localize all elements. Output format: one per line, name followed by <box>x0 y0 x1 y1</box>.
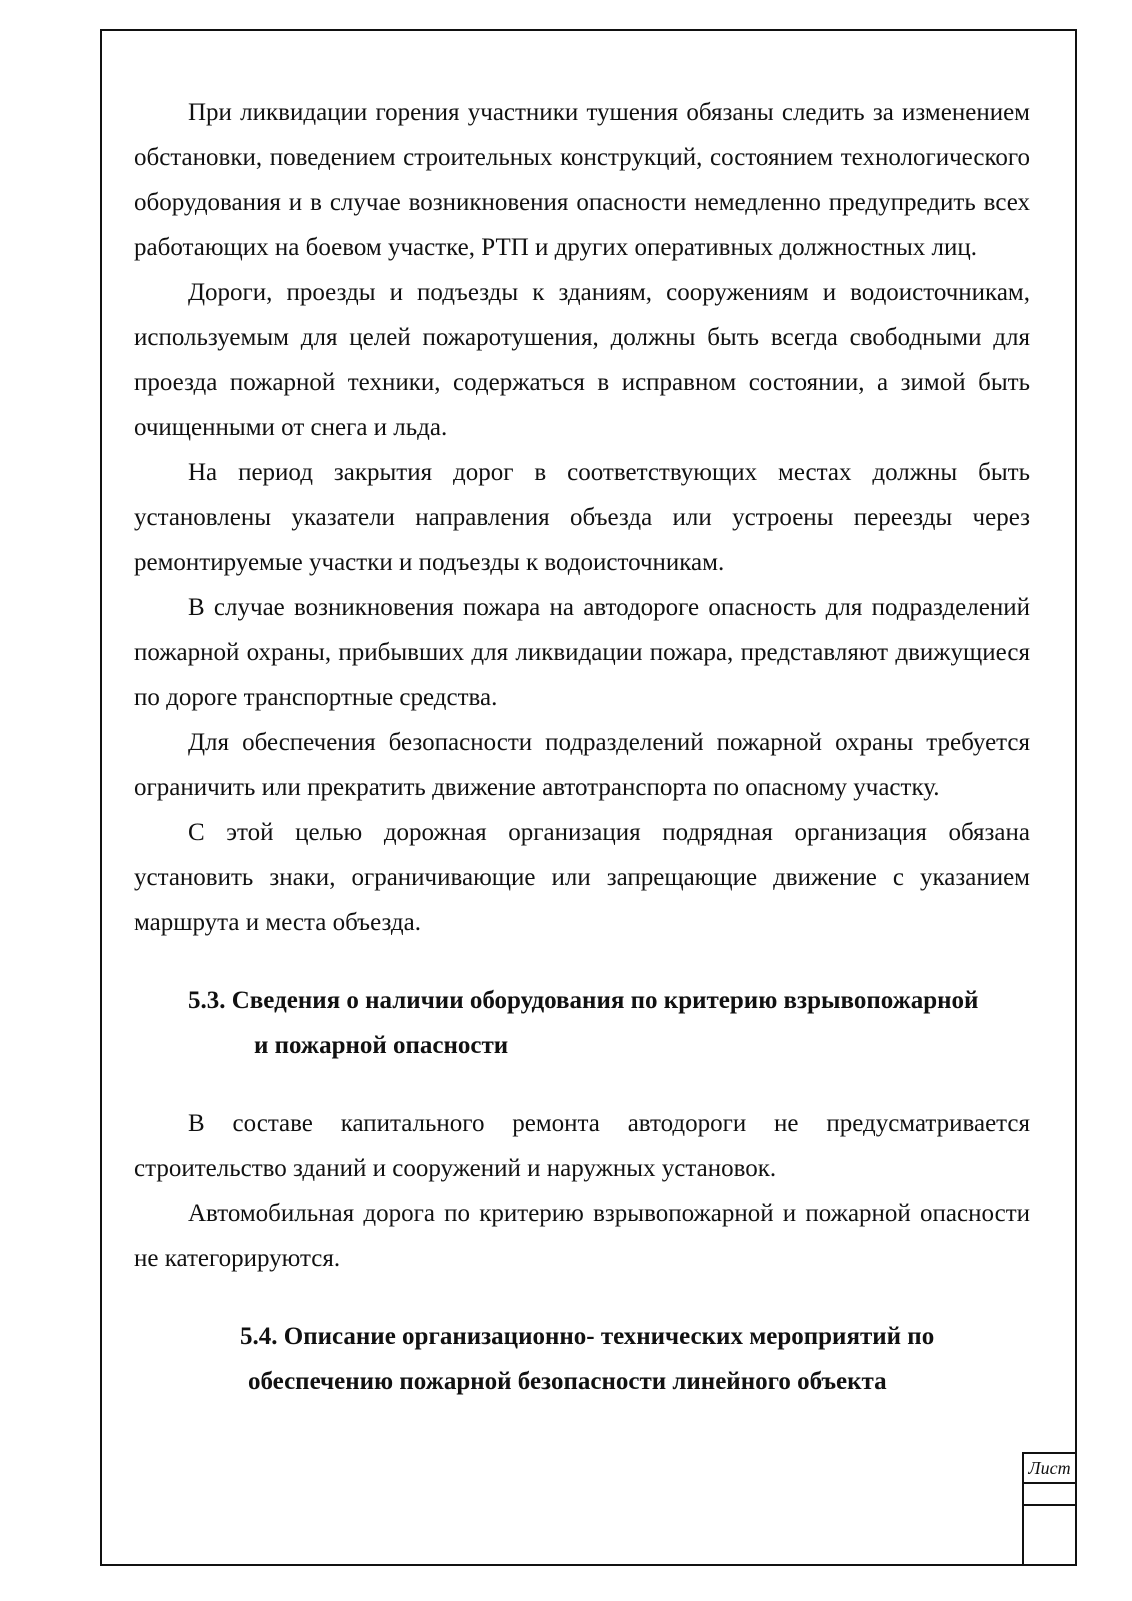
section-heading-5-4-line1: 5.4. Описание организационно- технических мероприятий по <box>240 1323 935 1350</box>
section-heading-5-3 <box>134 978 1030 1068</box>
section-heading-5-3-line1: 5.3. Сведения о наличии оборудования по критерию взрывопожарной <box>188 987 979 1014</box>
paragraph: Автомобильная дорога по критерию взрывопожарной и пожарной опасности не категорируются. <box>134 1200 1030 1272</box>
sheet-label: Лист <box>1024 1454 1075 1484</box>
section-heading-5-4-line2: обеспечению пожарной безопасности линейного объекта <box>248 1368 887 1395</box>
paragraph: В составе капитального ремонта автодороги не предусматривается строительство зданий и сооружений и наружных установок. <box>134 1110 1030 1182</box>
section-heading-5-4 <box>134 1314 1030 1404</box>
paragraph: С этой целью дорожная организация подрядная организация обязана установить знаки, ограничивающие или запрещающие движение с указанием маршрута и места объезда. <box>134 819 1030 936</box>
document-body <box>134 90 1030 1404</box>
page-stamp <box>1022 1452 1077 1566</box>
paragraph: Дороги, проезды и подъезды к зданиям, сооружениям и водоисточникам, используемым для целей пожаротушения, должны быть всегда свободными для проезда пожарной техники, содержаться в исправном состоянии, а зимой быть очищенными от снега и льда. <box>134 279 1030 441</box>
paragraph: Для обеспечения безопасности подразделений пожарной охраны требуется ограничить или прекратить движение автотранспорта по опасному участку. <box>134 729 1030 801</box>
paragraph: В случае возникновения пожара на автодороге опасность для подразделений пожарной охраны, прибывших для ликвидации пожара, представляют движущиеся по дороге транспортные средства. <box>134 594 1030 711</box>
section-heading-5-3-line2: и пожарной опасности <box>254 1032 509 1059</box>
paragraph: При ликвидации горения участники тушения обязаны следить за изменением обстановки, поведением строительных конструкций, состоянием технологического оборудования и в случае возникновения опасности немедленно предупредить всех работающих на боевом участке, РТП и других оперативных должностных лиц. <box>134 99 1030 261</box>
stamp-divider <box>1024 1504 1075 1506</box>
paragraph: На период закрытия дорог в соответствующих местах должны быть установлены указатели направления объезда или устроены переезды через ремонтируемые участки и подъезды к водоисточникам. <box>134 459 1030 576</box>
